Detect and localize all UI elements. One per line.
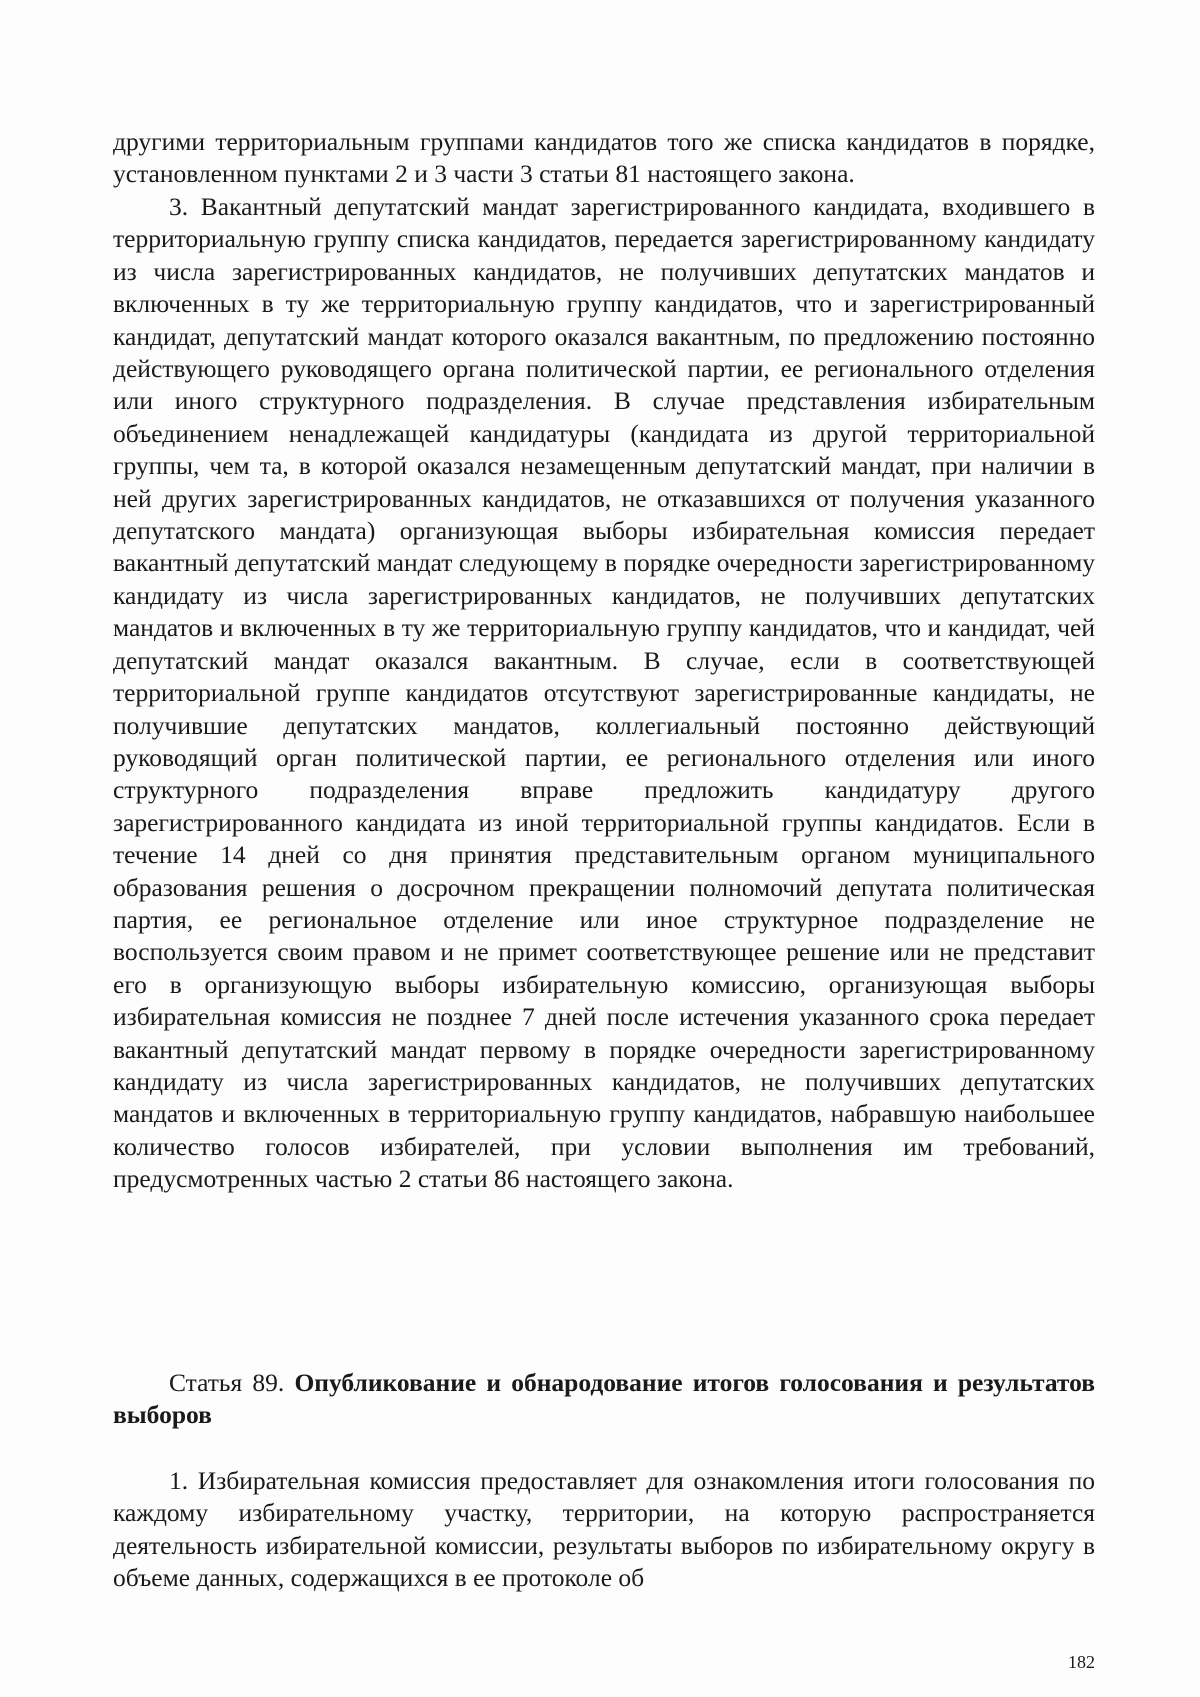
article-heading	[113, 1367, 1095, 1432]
paragraph-1	[113, 1465, 1095, 1595]
paragraph-text: 1. Избирательная комиссия предоставляет для ознакомления итоги голосования по каждому избирательному участку, территории, на которую распространяется деятельность избирательной комиссии, результаты выборов по избирательному округу в объеме данных, содержащихся в ее протоколе об	[113, 1466, 1095, 1593]
article-title: Опубликование и обнародование итогов голосования и результатов выборов	[113, 1368, 1095, 1430]
paragraph-continuation	[113, 126, 1095, 191]
article-number: Статья 89.	[169, 1368, 285, 1397]
paragraph-3	[113, 191, 1095, 1196]
paragraph-text: другими территориальным группами кандидатов того же списка кандидатов в порядке, установленном пунктами 2 и 3 части 3 статьи 81 настоящего закона.	[113, 127, 1095, 189]
paragraph-text: 3. Вакантный депутатский мандат зарегистрированного кандидата, входившего в территориальную группу списка кандидатов, передается зарегистрированному кандидату из числа зарегистрированных кандидатов, не получивших депутатских мандатов и включенных в ту же территориальную группу кандидатов, что и зарегистрированный кандидат, депутатский мандат которого оказался вакантным, по предложению постоянно действующего руководящего органа политической партии, ее регионального отделения или иного структурного подразделения. В случае представления избирательным объединением ненадлежащей кандидатуры (кандидата из другой территориальной группы, чем та, в которой оказался незамещенным депутатский мандат, при наличии в ней других зарегистрированных кандидатов, не отказавшихся от получения указанного депутатского мандата) организующая выборы избирательная комиссия передает вакантный депутатский мандат следующему в порядке очередности зарегистрированному кандидату из числа зарегистрированных кандидатов, не получивших депутатских мандатов и включенных в ту же территориальную группу кандидатов, что и кандидат, чей депутатский мандат оказался вакантным. В случае, если в соответствующей территориальной группе кандидатов отсутствуют зарегистрированные кандидаты, не получившие депутатских мандатов, коллегиальный постоянно действующий руководящий орган политической партии, ее регионального отделения или иного структурного подразделения вправе предложить кандидатуру другого зарегистрированного кандидата из иной территориальной группы кандидатов. Если в течение 14 дней со дня принятия представительным органом муниципального образования решения о досрочном прекращении полномочий депутата политическая партия, ее региональное отделение или иное структурное подразделение не воспользуется своим правом и не примет соответствующее решение или не представит его в организующую выборы избирательную комиссию, организующая выборы избирательная комиссия не позднее 7 дней после истечения указанного срока передает вакантный депутатский мандат первому в порядке очередности зарегистрированному кандидату из числа зарегистрированных кандидатов, не получивших депутатских мандатов и включенных в территориальную группу кандидатов, набравшую наибольшее количество голосов избирателей, при условии выполнения им требований, предусмотренных частью 2 статьи 86 настоящего закона.	[113, 192, 1095, 1194]
page-number: 182	[1068, 1652, 1095, 1672]
